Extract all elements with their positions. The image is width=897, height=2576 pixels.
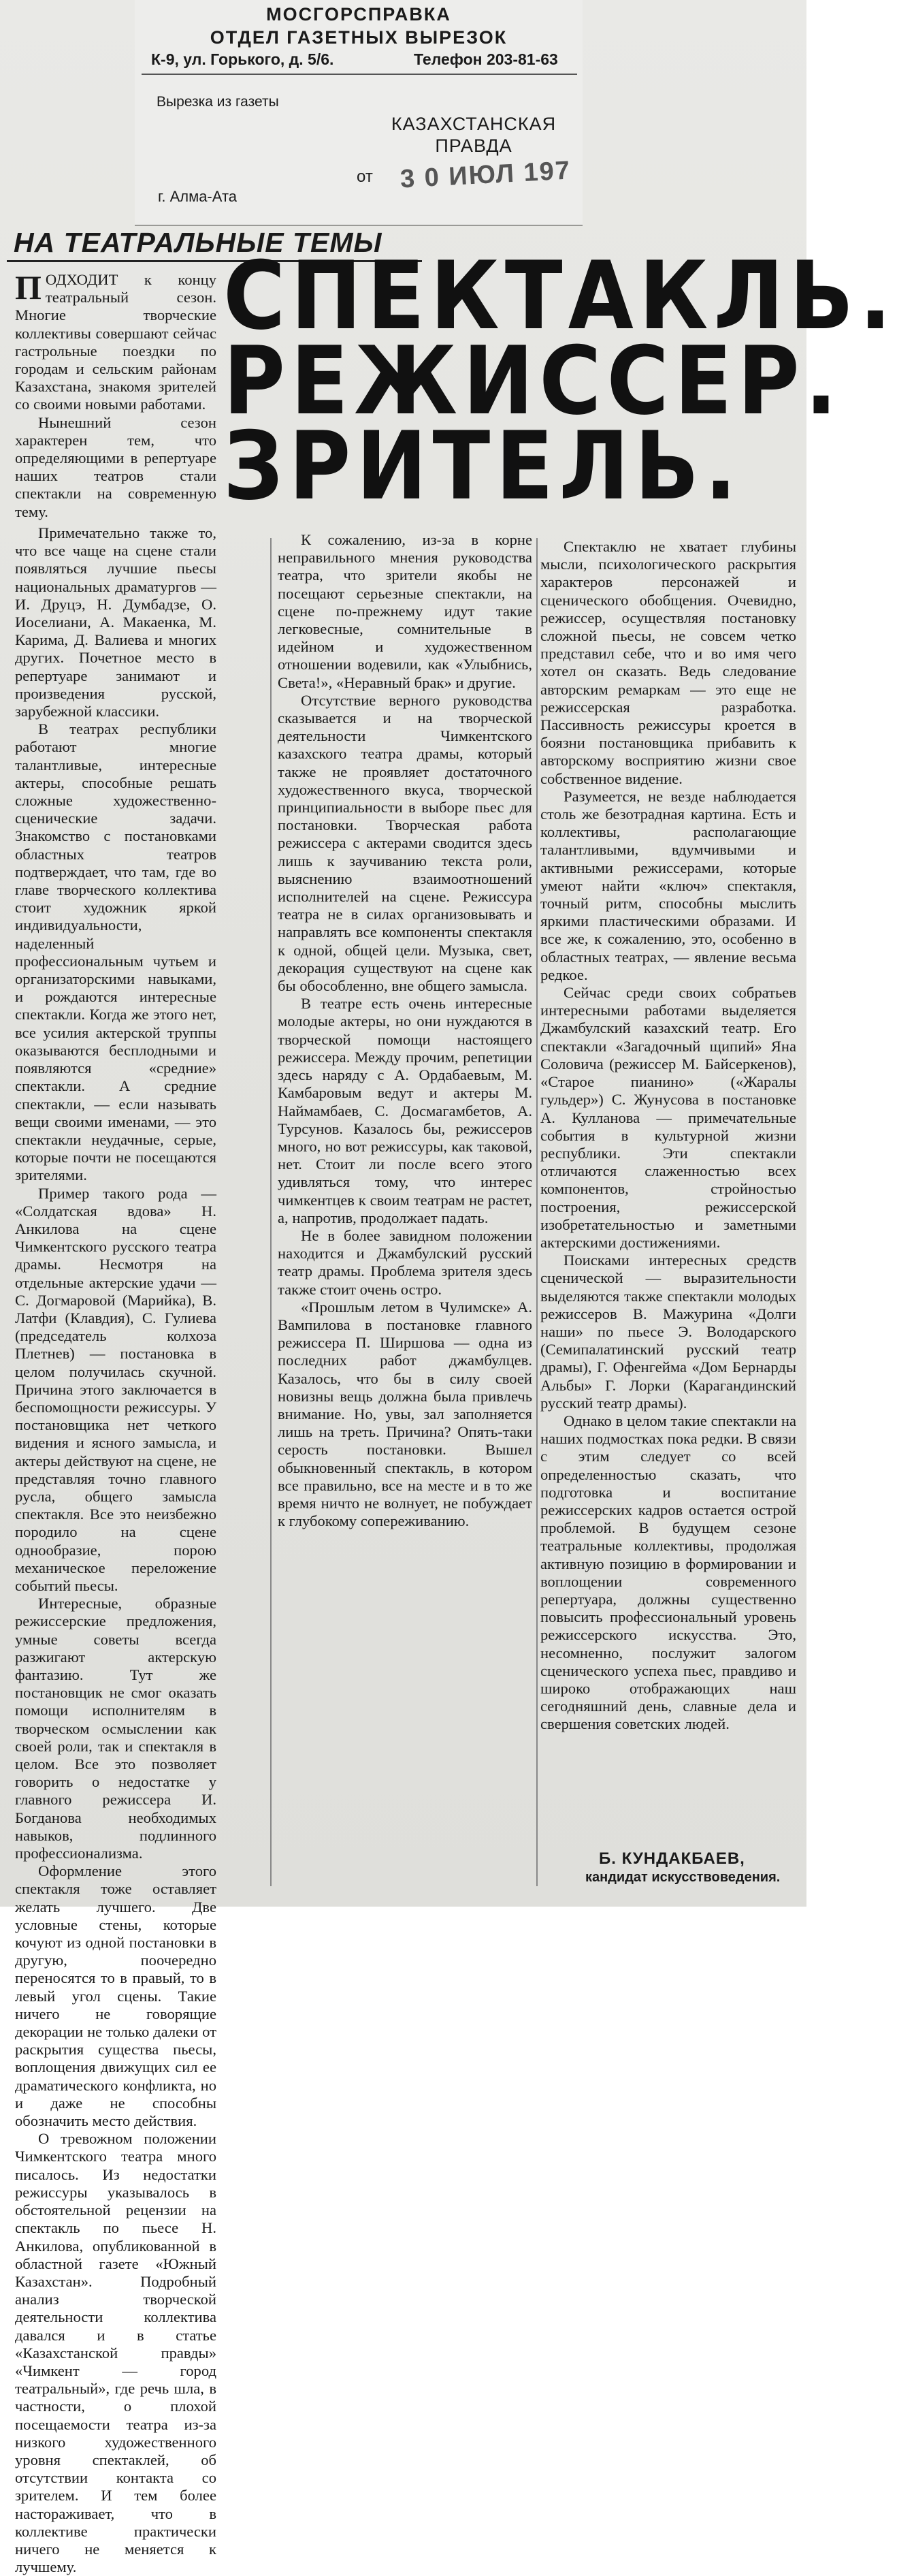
agency-address: К-9, ул. Горького, д. 5/6. bbox=[151, 50, 334, 68]
article-column-3 bbox=[540, 538, 796, 1886]
paragraph: Поисками интересных средств сценической — выразительности выделяются также спектакли молодых режиссеров В. Мажурина «Долги наши» по пьесе Э. Володарского (Семипалатинский русский театр драмы), Г. Офенгейма «Дом Бернарды Альбы» Г. Лорки (Карагандинский русский театр драмы). bbox=[540, 1252, 796, 1412]
column-divider bbox=[270, 538, 272, 1886]
cut-from-label: Вырезка из газеты bbox=[157, 94, 279, 110]
agency-name: МОСГОРСПРАВКА bbox=[266, 4, 451, 25]
paragraph: Интересные, образные режиссерские предложения, умные советы всегда разжигают актерскую фантазию. Тут же постановщик не смог оказать помощи исполнителям в творческом осмыслении как своей роли, так и спектакля в целом. Все это позволяет говорить о недостатке у главного режиссера И. Богданова необходимых навыков, подлинного профессионализма. bbox=[15, 1595, 216, 1862]
agency-phone: Телефон 203-81-63 bbox=[414, 50, 558, 68]
paragraph: Разумеется, не везде наблюдается столь же безотрадная картина. Есть и коллективы, располагающие талантливыми, вдумчивыми и активными режиссерами, которые умеют найти «ключ» спектакля, точный ритм, способны мыслить яркими пластическими образами. И все же, к сожалению, это, особенно в областных театрах, — явление весьма редкое. bbox=[540, 787, 796, 983]
paragraph: Однако в целом такие спектакли на наших подмостках пока редки. В связи с этим следует со всей определенностью сказать, что подготовка и воспитание режиссерских кадров остается острой проблемой. В будущем сезоне театральные коллективы, продолжая активную позицию в формировании и воплощении современного репертуара, должны существенно повысить профессиональный уровень режиссерского искусства. Это, несомненно, послужит залогом сценического успеха пьес, правдиво и широко отображающих наш сегодняшний день, славные дела и свершения советских людей. bbox=[540, 1412, 796, 1733]
paragraph: Нынешний сезон характерен тем, что определяющими в репертуаре наших театров стали спектакли на современную тему. bbox=[15, 413, 216, 520]
date-stamp: 3 0 ИЮЛ 197 bbox=[399, 156, 572, 194]
article-column-1-intro bbox=[15, 268, 216, 537]
city-label: г. Алма-Ата bbox=[158, 188, 238, 205]
paragraph: Отсутствие верного руководства сказывается и на творческой деятельности Чимкентского казахского театра драмы, который также не проявляет достаточного художественного вкуса, творческой принципиальности в выборе пьес для постановки. Творческая работа режиссера с актерами сводится здесь лишь к заучиванию текста роли, выяснению взаимоотношений исполнителей на сцене. Режиссура театра не в силах организовывать и направлять все компоненты спектакля к одной, общей цели. Музыка, свет, декорация существуют на сцене как бы обособленно, вне общего замысла. bbox=[278, 691, 532, 995]
headline-line-3: ЗРИТЕЛЬ. bbox=[223, 411, 743, 521]
paragraph: О тревожном положении Чимкентского театра много писалось. Из недостатки режиссуры указывалось в обстоятельной рецензии на спектакль по пьесе Н. Анкилова, опубликованной в областной газете «Южный Казахстан». Подробный анализ творческой деятельности коллектива давался и в статье «Казахстанской правды» «Чимкент — город театральный», где речь шла, в частности, о плохой посещаемости театра из-за низкого художественного уровня спектаклей, об отсутствии контакта со зрителем. И тем более настораживает, что в коллективе практически ничего не меняется к лучшему. bbox=[15, 2130, 216, 2576]
paragraph: В театрах республики работают многие талантливые, интересные актеры, способные решать сложные художественно-сценические задачи. Знакомство с постановками областных театров подтверждает, что там, где во главе творческого коллектива стоит художник яркой индивидуальности, наделенный профессиональным чутьем и организаторскими навыками, и рождаются интересные спектакли. Когда же этого нет, все усилия актерской труппы оказываются бесплодными и появляются «средние» спектакли. А средние спектакли, — если называть вещи своими именами, — это спектакли неудачные, серые, которые почти не посещаются зрителями. bbox=[15, 720, 216, 1184]
paragraph: Не в более завидном положении находится и Джамбулский русский театр драмы. Проблема зрителя здесь также стоит очень остро. bbox=[278, 1226, 532, 1298]
paragraph: Оформление этого спектакля тоже оставляет желать лучшего. Две условные стены, которые кочуют из одной постановки в другую, поочередно переносятся то в правый, то в левый угол сцены. Такие ничего не говорящие декорации не только далеки от раскрытия существа пьесы, воплощения движущих сил ее драматического конфликта, но и даже не способны обозначить место действия. bbox=[15, 1862, 216, 2130]
paragraph: «Прошлым летом в Чулимске» А. Вампилова в постановке главного режиссера П. Ширшова — одна из последних работ джамбулцев. Казалось, что бы в силу своей новизны вещь должна была привлечь внимание. Но, увы, зал заполняется лишь на треть. Причина? Опять-таки серость постановки. Вышел обыкновенный спектакль, в котором все правильно, все на месте и в то же время ничто не волнует, не побуждает к глубокому сопереживанию. bbox=[278, 1298, 532, 1530]
clipping-slip bbox=[135, 0, 583, 226]
article-column-1 bbox=[15, 524, 216, 2576]
column-divider bbox=[536, 538, 538, 1886]
from-label: от bbox=[357, 168, 373, 186]
newspaper-name: КАЗАХСТАНСКАЯ ПРАВДА bbox=[391, 114, 557, 156]
article-headline bbox=[223, 241, 897, 521]
paragraph: В театре есть очень интересные молодые актеры, но они нуждаются в творческой помощи настоящего режиссера. Между прочим, репетиции здесь наряду с А. Ордабаевым, М. Камбаровым ведут и актеры М. Наймамбаев, С. Досмагамбетов, А. Турсунов. Казалось бы, режиссеров много, но вот режиссуры, как таковой, нет. Стоит ли после всего этого удивляться тому, что интерес чимкентцев к своим театрам не растет, а, напротив, продолжает падать. bbox=[278, 995, 532, 1226]
paragraph: К сожалению, из-за в корне неправильного мнения руководства театра, что зрители якобы не посещают серьезные спектакли, на сцене по-прежнему идут такие легковесные, сомнительные в идейном и художественном отношении водевили, как «Улыбнись, Света!», «Неравный брак» и другие. bbox=[278, 531, 532, 691]
paragraph: Спектаклю не хватает глубины мысли, психологического раскрытия характеров персонажей и сценического обобщения. Очевидно, режиссер, осуществляя постановку сложной пьесы, не совсем четко представил себе, что и во имя чего хотел он сказать. Ведь следование авторским ремаркам — это еще не режиссерская разработка. Пассивность режиссуры кроется в боязни постановщика прибавить к авторскому восприятию жизни свое собственное видение. bbox=[540, 538, 796, 787]
paragraph: Примечательно также то, что все чаще на сцене стали появляться лучшие пьесы национальных драматургов — И. Друцэ, Н. Думбадзе, О. Иоселиани, А. Макаенка, М. Карима, Д. Валиева и многих других. Почетное место в репертуаре занимают и произведения русской, зарубежной классики. bbox=[15, 524, 216, 720]
author-signature: Б. КУНДАКБАЕВ, bbox=[599, 1849, 745, 1868]
headline-line-1: СПЕКТАКЛЬ. bbox=[223, 241, 897, 351]
drop-cap: П bbox=[15, 268, 42, 306]
rubric-heading: НА ТЕАТРАЛЬНЫЕ ТЕМЫ bbox=[14, 227, 382, 258]
slip-divider bbox=[142, 74, 577, 75]
article-column-2 bbox=[278, 531, 532, 1886]
author-title: кандидат искусствоведения. bbox=[585, 1870, 781, 1885]
paragraph: ОДХОДИТ к концу театральный сезон. Многие творческие коллективы совершают сейчас гастрольные поездки по городам и сельским районам Казахстана, знакомя зрителей со своими новыми работами. bbox=[15, 271, 216, 413]
headline-line-2: РЕЖИССЕР. bbox=[223, 326, 843, 436]
paragraph: Пример такого рода — «Солдатская вдова» Н. Анкилова на сцене Чимкентского русского театра драмы. Несмотря на отдельные актерские удачи — С. Догмаровой (Марийка), В. Латфи (Клавдия), С. Гулиева (председатель колхоза Плетнев) — постановка в целом получилась скучной. Причина этого заключается в беспомощности режиссуры. У постановщика нет четкого видения и ясного замысла, и актеры действуют на сцене, не представляя точно главного русла, общего замысла спектакля. Все это неизбежно породило на сцене однообразие, порою механическое переложение событий пьесы. bbox=[15, 1184, 216, 1594]
department-name: ОТДЕЛ ГАЗЕТНЫХ ВЫРЕЗОК bbox=[210, 27, 508, 48]
paragraph: Сейчас среди своих собратьев интересными работами выделяется Джамбулский казахский театр. Его спектакли «Загадочный щипий» Яна Соловича (режиссер М. Байсеркенов), «Старое пианино» («Жаралы гульдер») С. Жунусова в постановке А. Кулланова — примечательные события в культурной жизни республики. Эти спектакли отличаются слаженностью всех компонентов, стройностью построения, режиссерской изобретательностью и заметными актерскими достижениями. bbox=[540, 984, 796, 1251]
